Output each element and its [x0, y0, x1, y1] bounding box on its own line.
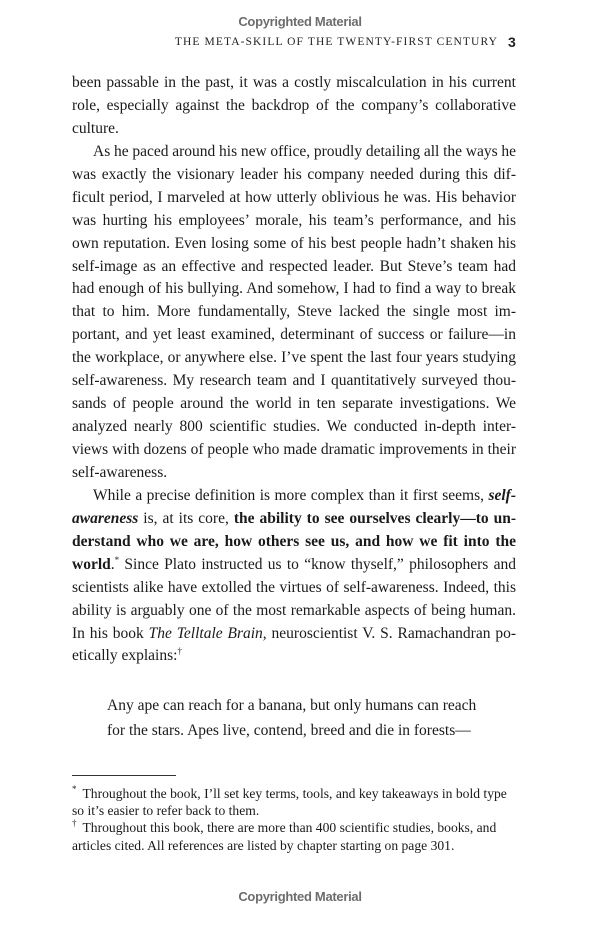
footnote-mark: * [72, 784, 77, 794]
text-segment: Since Plato instructed us to “know thyself,” philosophers and [119, 555, 516, 573]
footnote-mark: † [72, 818, 77, 829]
text-line [72, 623, 516, 646]
text-segment: neuroscientist V. S. Ramachandran po- [266, 624, 516, 642]
text-line [72, 531, 516, 554]
text-segment: As he paced around his new office, proudly detailing all the ways he [93, 142, 516, 160]
text-segment: was exactly the visionary leader his company needed during this dif- [72, 165, 516, 183]
text-segment: culture. [72, 119, 119, 137]
quote-line: Any ape can reach for a banana, but only humans can reach [107, 697, 477, 714]
text-segment: self-image as an effective and respected leader. But Steve’s team had [72, 257, 516, 275]
footnote-marker: * [114, 554, 120, 565]
footnote-marker: † [177, 646, 182, 657]
text-segment: had enough of his bullying. And somehow, I had to find a way to break [72, 280, 516, 298]
text-segment: ability is arguably one of the most remarkable aspects of being human. [72, 601, 516, 619]
text-segment: been passable in the past, it was a costly miscalculation in his current [72, 74, 516, 91]
text-line [72, 370, 516, 393]
text-segment: the workplace, or anywhere else. I’ve spent the last four years studying [72, 349, 516, 367]
text-line [72, 301, 516, 324]
text-segment: In his book [72, 624, 149, 642]
text-segment: is, at its core, [138, 509, 234, 527]
footnote-text: so it’s easier to refer back to them. [72, 803, 260, 819]
footnote [72, 819, 516, 853]
text-line [72, 600, 516, 623]
text-segment: sands of people around the world in ten separate investigations. We [72, 395, 516, 413]
text-line [72, 462, 516, 485]
text-line [72, 95, 516, 118]
quote-line: for the stars. Apes live, contend, breed and die in forests— [107, 722, 471, 739]
text-segment: was hurting his employees’ morale, his team’s performance, and his [72, 211, 516, 229]
text-segment: the ability to see ourselves clearly—to un- [233, 509, 517, 527]
text-line [72, 278, 516, 301]
text-segment: analyzed nearly 800 scientific studies. We conducted in-depth inter- [72, 418, 516, 436]
text-line: world.* Since Plato instructed us to “know thyself,” philosophers and [72, 554, 516, 573]
text-segment: self- [488, 486, 516, 504]
text-line [72, 577, 516, 600]
text-segment: The Telltale Brain, [148, 624, 267, 642]
text-line [72, 416, 516, 439]
text-segment: own reputation. Even losing some of his best people hadn’t shaken his [72, 234, 516, 252]
text-line [72, 210, 516, 233]
text-segment: derstand who we are, how others see us, and how we fit into the [72, 532, 516, 550]
text-line [72, 508, 516, 531]
block-quote [107, 693, 487, 743]
text-segment: world [72, 555, 111, 573]
text-line [72, 347, 516, 370]
text-segment: scientists alike have extolled the virtues of self-awareness. Indeed, this [72, 578, 516, 596]
text-line [72, 187, 516, 210]
footnote-line [72, 819, 516, 836]
text-segment: While a precise definition is more complex than it first seems, [93, 486, 489, 504]
page-number: 3 [508, 34, 516, 50]
footnote-line [72, 785, 516, 802]
text-segment: ficult period, I marveled at how utterly oblivious he was. His behavior [72, 188, 516, 206]
text-line [72, 72, 516, 95]
footnote-line [72, 802, 516, 819]
footnotes [72, 785, 516, 854]
footnote [72, 785, 516, 819]
text-line [72, 256, 516, 279]
text-line [72, 439, 516, 462]
text-line [72, 645, 516, 668]
footnote-text: Throughout this book, there are more than 400 scientific studies, books, and [82, 820, 497, 836]
text-segment: self-awareness. My research team and I quantitatively surveyed thou- [72, 372, 516, 390]
footnote-text: Throughout the book, I’ll set key terms, tools, and key takeaways in bold type [82, 786, 507, 801]
text-segment: self-awareness. [72, 463, 168, 481]
text-segment: awareness [72, 509, 139, 527]
text-line [72, 164, 516, 187]
text-segment: portant, and yet least examined, determinant of success or failure—in [72, 326, 516, 344]
running-head: THE META-SKILL OF THE TWENTY-FIRST CENTURY [174, 36, 498, 48]
text-line [72, 324, 516, 347]
text-line [72, 485, 516, 508]
text-line [72, 141, 516, 164]
copyright-watermark-bottom: Copyrighted Material [238, 889, 362, 904]
footnote-text: articles cited. All references are listed by chapter starting on page 301. [72, 837, 455, 853]
text-line [72, 393, 516, 416]
footnote-divider [72, 775, 176, 776]
text-line [72, 118, 516, 141]
footnote-line [72, 837, 516, 854]
text-line [72, 233, 516, 256]
body-text [72, 72, 516, 668]
text-segment: that to him. More fundamentally, Steve lacked the single most im- [72, 303, 516, 321]
copyright-watermark-top: Copyrighted Material [238, 14, 362, 29]
text-segment: role, especially against the backdrop of the company’s collaborative [72, 96, 516, 114]
text-segment: views with dozens of people who made dramatic improvements in their [72, 441, 516, 458]
text-segment: etically explains: [72, 647, 178, 665]
